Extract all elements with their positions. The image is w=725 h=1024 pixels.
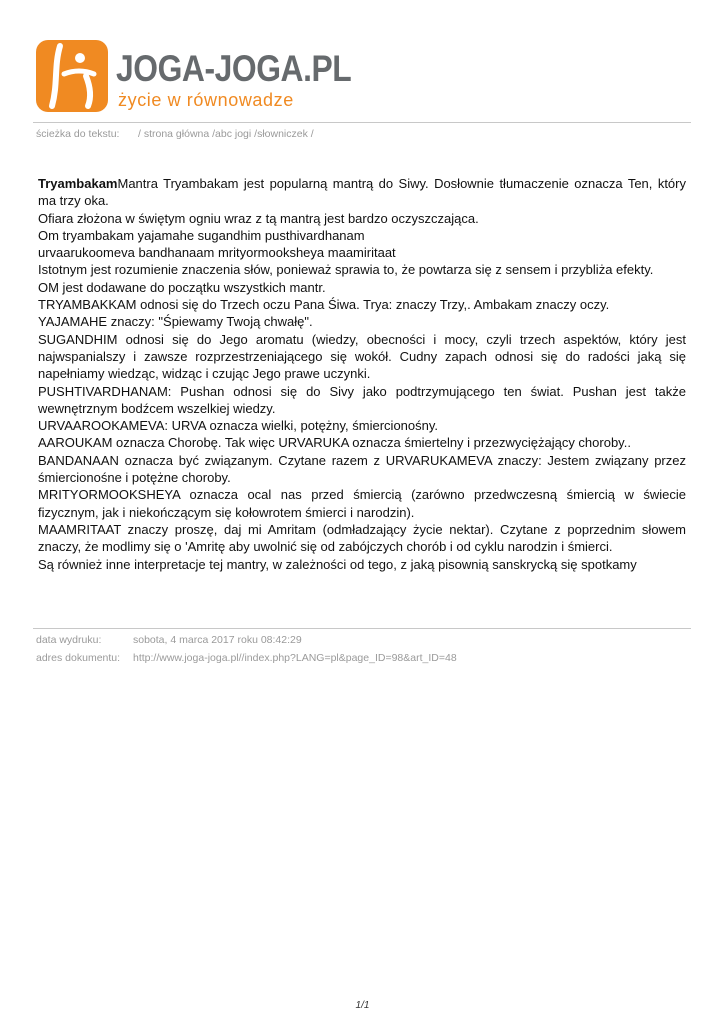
document-address-row bbox=[36, 652, 457, 664]
header-divider bbox=[33, 122, 691, 123]
article-paragraph: SUGANDHIM odnosi się do Jego aromatu (wiedzy, obecności i mocy, czyli trzech aspektów, który jest najwspanialszy i zawsze rozprzestrzeniającego się wokół. Cudny zapach odnosi się do radości jaką się napełniamy wiedząc, widząc i czując Jego prawe uczynki. bbox=[38, 331, 686, 382]
site-logo bbox=[36, 40, 352, 114]
breadcrumb bbox=[36, 128, 314, 140]
logo-title: JOGA-JOGA.PL bbox=[116, 48, 352, 89]
article-title: Tryambakam bbox=[38, 176, 118, 191]
article-paragraph: TRYAMBAKKAM odnosi się do Trzech oczu Pana Śiwa. Trya: znaczy Trzy,. Ambakam znaczy oczy. bbox=[38, 297, 610, 313]
article-paragraph: Om tryambakam yajamahe sugandhim pusthivardhanam bbox=[38, 227, 365, 243]
article-body bbox=[38, 175, 686, 573]
article-paragraph: MAAMRITAAT znaczy proszę, daj mi Amritam (odmładzający życie nektar). Czytane z poprzednim słowem znaczy, że modlimy się o 'Amritę aby uwolnić się od zabójczych chorób i od cyklu narodzin i śmierci. bbox=[38, 521, 686, 555]
article-paragraph: URVAAROOKAMEVA: URVA oznacza wielki, potężny, śmiercionośny. bbox=[38, 418, 439, 434]
article-paragraph: PUSHTIVARDHANAM: Pushan odnosi się do Sivy jako podtrzymującego ten świat. Pushan jest także wewnętrznym bodźcem wszelkiej wiedzy. bbox=[38, 383, 686, 416]
article-paragraph: BANDANAAN oznacza być związanym. Czytane razem z URVARUKAMEVA znaczy: Jestem związany przez śmiercionośne i potężne choroby. bbox=[38, 452, 686, 486]
print-date-value: sobota, 4 marca 2017 roku 08:42:29 bbox=[133, 634, 302, 646]
article-paragraph: Ofiara złożona w świętym ogniu wraz z tą mantrą jest bardzo oczyszczająca. bbox=[38, 210, 479, 226]
page-number: 1/1 bbox=[355, 1000, 370, 1011]
document-address-link[interactable]: http://www.joga-joga.pl//index.php?LANG=pl&page_ID=98&art_ID=48 bbox=[133, 652, 457, 664]
footer-divider bbox=[33, 628, 691, 629]
article-paragraph: TryambakamMantra Tryambakam jest popularną mantrą do Siwy. Dosłownie tłumaczenie oznacza Ten, który ma trzy oka. bbox=[38, 176, 686, 209]
article-paragraph: urvaarukoomeva bandhanaam mrityormooksheya maamiritaat bbox=[38, 245, 396, 261]
print-date-label: data wydruku: bbox=[36, 634, 102, 646]
article-paragraph: Są również inne interpretacje tej mantry, w zależności od tego, z jaką pisownią sanskrycką się spotkamy bbox=[38, 556, 637, 572]
article-paragraph: AAROUKAM oznacza Chorobę. Tak więc URVARUKA oznacza śmiertelny i przezwyciężający choroby.. bbox=[38, 435, 631, 451]
breadcrumb-label: ścieżka do tekstu: bbox=[36, 128, 120, 140]
article-paragraph: YAJAMAHE znaczy: "Śpiewamy Twoją chwałę". bbox=[38, 314, 313, 330]
print-date-row bbox=[36, 634, 302, 646]
breadcrumb-path[interactable]: / strona główna /abc jogi /słowniczek / bbox=[138, 128, 314, 140]
yoga-logo-icon bbox=[36, 40, 108, 112]
logo-tagline: życie w równowadze bbox=[118, 90, 294, 110]
document-address-label: adres dokumentu: bbox=[36, 652, 121, 664]
article-paragraph: OM jest dodawane do początku wszystkich mantr. bbox=[38, 279, 326, 295]
article-paragraph: MRITYORMOOKSHEYA oznacza ocal nas przed śmiercią (zarówno przedwczesną śmiercią w świecie fizycznym, jak i niekończącym się kołowrotem śmierci i narodzin). bbox=[38, 487, 686, 520]
article-paragraph: Istotnym jest rozumienie znaczenia słów, ponieważ sprawia to, że powtarza się z sensem i przybliża efekty. bbox=[38, 262, 654, 278]
